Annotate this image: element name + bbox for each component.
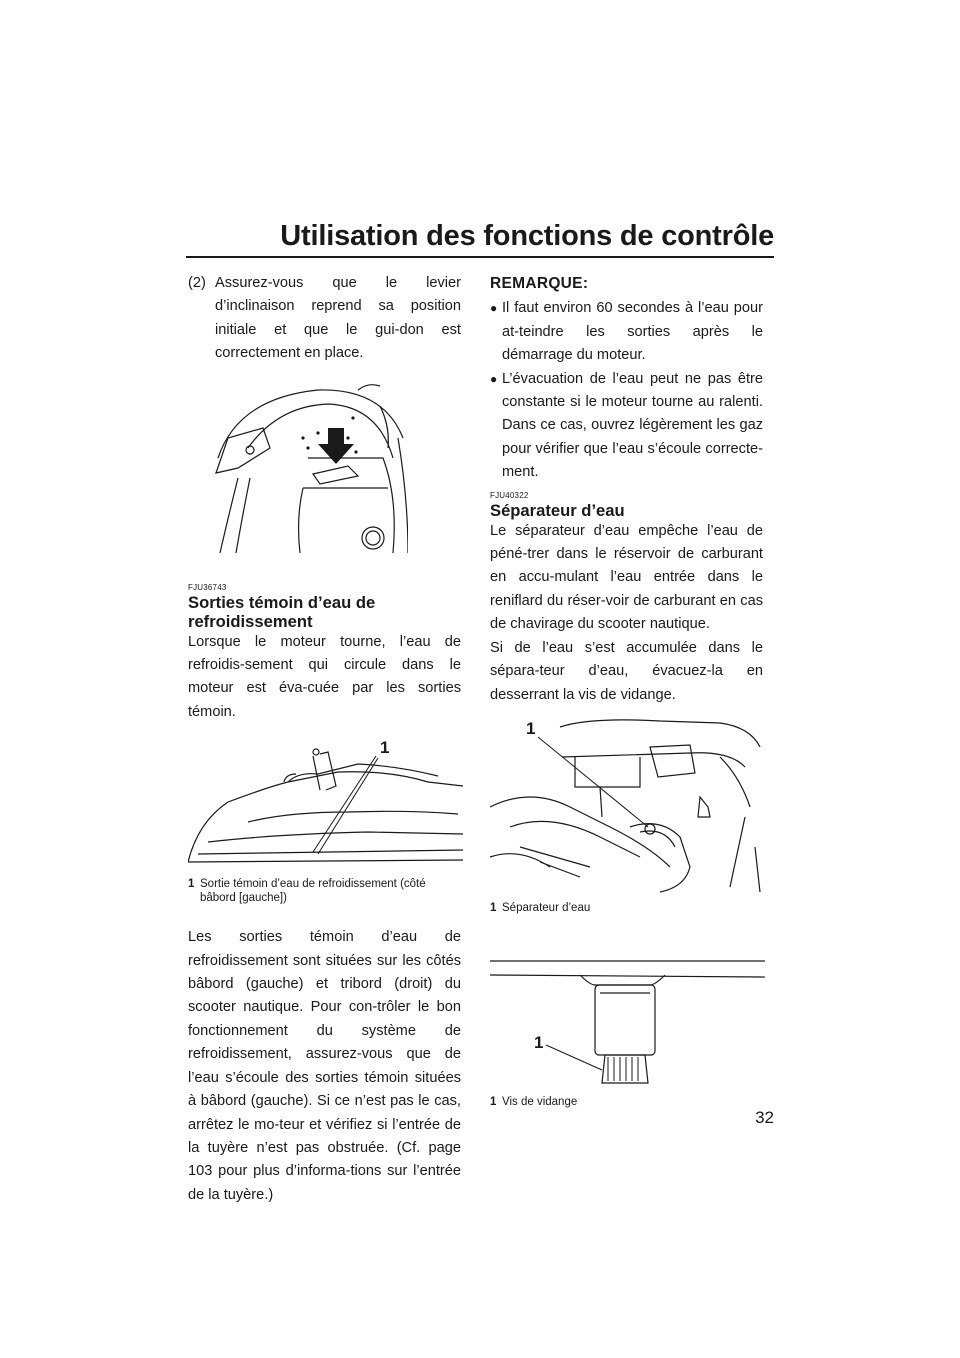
engine-bay-illustration [490, 717, 765, 897]
right-column [490, 272, 763, 1109]
caption-number: 1 [188, 878, 195, 891]
step-text: Assurez-vous que le levier d’inclinaison reprend sa position initiale et que le gui-don est correctement en place. [215, 275, 461, 362]
bullet-text: L’évacuation de l’eau peut ne pas être constante si le moteur tourne au ralenti. Dans ce cas, ouvrez légèrement les gaz pour vérifier que l’eau s’écoule correcte-ment. [502, 370, 763, 481]
caption-text: Séparateur d’eau [502, 901, 591, 914]
body-paragraph: Les sorties témoin d’eau de refroidissement sont situées sur les côtés bâbord (gauche) et tribord (droit) du scooter nautique. Pour con-trôler le bon fonctionnement du système de refroidissement, assurez-vous que de l’eau s’écoule des sorties témoin situées à bâbord (gauche). Si ce n’est pas le cas, arrêtez le mo-teur et vérifiez si l’entrée de la tuyère n’est pas obstruée. (Cf. page 103 pour plus d’informa-tions sur l’entrée de la tuyère.) [188, 929, 461, 1203]
cooling-outlet-figure [188, 738, 461, 912]
page-number: 32 [755, 1108, 774, 1127]
note-bullet [490, 297, 763, 367]
figure4-callout: 1 [534, 1032, 544, 1052]
drain-screw-illustration [490, 945, 765, 1085]
step-number: (2) [188, 275, 206, 291]
note-bullet [490, 368, 763, 485]
step-2 [188, 272, 461, 366]
figure2-caption [188, 877, 461, 905]
section-code: FJU40322 [490, 490, 529, 500]
figure3-callout: 1 [526, 718, 536, 738]
drain-screw-figure [490, 945, 763, 1109]
figure4-caption [490, 1095, 763, 1109]
caption-text: Vis de vidange [502, 1095, 578, 1108]
header-rule [186, 256, 774, 258]
caption-number: 1 [490, 901, 497, 914]
section-paragraph: Le séparateur d’eau empêche l’eau de péné-trer dans le réservoir de carburant en accu-mulant l’eau entrée dans le reniflard du réser-voir de carburant en cas de chavirage du scooter nautique. [490, 522, 763, 633]
watercraft-side-illustration [188, 742, 463, 867]
handlebar-illustration [208, 378, 408, 553]
water-separator-figure [490, 717, 763, 915]
figure2-callout: 1 [380, 738, 390, 758]
bullet-dot-icon: ● [490, 301, 498, 316]
figure3-caption [490, 901, 763, 915]
handlebar-figure [188, 378, 461, 553]
section-title: Séparateur d’eau [490, 500, 625, 520]
section-paragraph: Si de l’eau s’est accumulée dans le sépara-teur d’eau, évacuez-la en desserrant la vis de vidange. [490, 639, 763, 703]
note-title: REMARQUE: [490, 275, 589, 292]
caption-number: 1 [490, 1095, 497, 1108]
section-code: FJU36743 [188, 582, 227, 592]
page-header: Utilisation des fonctions de contrôle [280, 220, 774, 252]
bullet-text: Il faut environ 60 secondes à l’eau pour at-teindre les sorties après le démarrage du moteur. [502, 300, 763, 364]
caption-text: Sortie témoin d’eau de refroidissement (côté bâbord [gauche]) [200, 878, 426, 905]
left-column [188, 272, 461, 1207]
section-paragraph: Lorsque le moteur tourne, l’eau de refroidis-sement qui circule dans le moteur est éva-cuée par les sorties témoin. [188, 633, 461, 720]
section-title: Sorties témoin d’eau de refroidissement [188, 592, 376, 631]
bullet-dot-icon: ● [490, 371, 498, 386]
